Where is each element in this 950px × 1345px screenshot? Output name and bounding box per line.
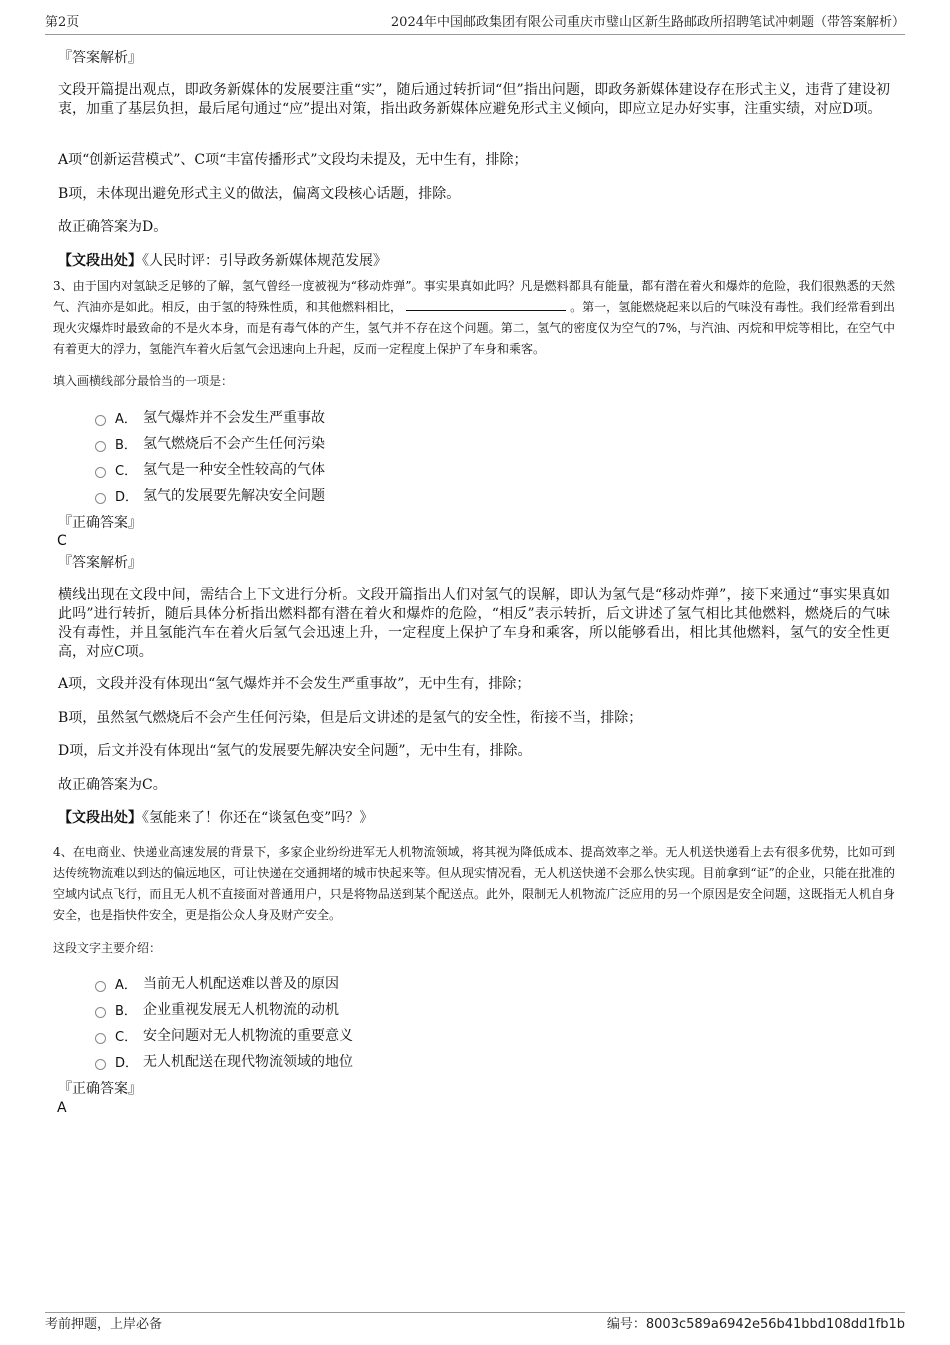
- q4-option-a[interactable]: [95, 970, 353, 996]
- document-title: 2024年中国邮政集团有限公司重庆市璧山区新生路邮政所招聘笔试冲刺题（带答案解析）: [390, 15, 905, 30]
- q3-option-b[interactable]: [95, 430, 325, 456]
- q3-source: [58, 809, 890, 827]
- radio-icon[interactable]: [95, 1007, 106, 1018]
- option-text: 氢气的发展要先解决安全问题: [143, 488, 325, 504]
- q3-prompt: 填入画横线部分最恰当的一项是：: [53, 374, 234, 388]
- q3-source-title: 《氢能来了！你还在“谈氢色变”吗？》: [142, 810, 374, 826]
- q3-note-d: D项，后文并没有体现出“氢气的发展要先解决安全问题”，无中生有，排除。: [58, 743, 532, 759]
- q2-source: [58, 252, 890, 270]
- option-key: D．: [115, 489, 139, 505]
- q3-note-a: A项，文段并没有体现出“氢气爆炸并不会发生严重事故”，无中生有，排除；: [58, 676, 531, 692]
- q2-source-label: 【文段出处】: [58, 253, 142, 269]
- q2-analysis-text: 文段开篇提出观点，即政务新媒体的发展要注重“实”，随后通过转折词“但”指出问题，即政务新媒体建设存在形式主义，违背了建设初衷，加重了基层负担，最后尾句通过“应”提出对策，指出政务新媒体应避免形式主义倾向，即应立足办好实事，注重实绩，对应D项。: [58, 82, 890, 117]
- serial-label: 编号：: [606, 1317, 646, 1332]
- page-number: 第2页: [45, 15, 80, 30]
- footer-serial: [607, 1315, 905, 1335]
- option-key: D．: [115, 1055, 139, 1071]
- q3-option-d[interactable]: [95, 482, 325, 508]
- q3-answer-label: 『正确答案』: [58, 515, 142, 531]
- q3-stem-part1: 3、由于国内对氢缺乏足够的了解，氢气曾经一度被视为“移动炸弹”。事实果真如此吗？凡是燃料都具有能量，都有潜在着火和爆炸的危险，我们很熟悉的天然气、汽油亦是如此。相反，由于氢的特殊性质，和其他燃料相比，: [53, 279, 895, 314]
- q3-options: [95, 404, 325, 508]
- radio-icon[interactable]: [95, 467, 106, 478]
- q3-option-a[interactable]: [95, 404, 325, 430]
- footer-slogan: 考前押题，上岸必备: [45, 1317, 163, 1332]
- q3-analysis-label: 『答案解析』: [58, 555, 142, 571]
- q4-option-b[interactable]: [95, 996, 353, 1022]
- radio-icon[interactable]: [95, 981, 106, 992]
- option-key: C．: [115, 1029, 138, 1045]
- page-footer: [45, 1312, 905, 1337]
- q4-options: [95, 970, 353, 1074]
- q4-option-d[interactable]: [95, 1048, 353, 1074]
- q3-option-c[interactable]: [95, 456, 325, 482]
- radio-icon[interactable]: [95, 1033, 106, 1044]
- q4-stem: 4、在电商业、快递业高速发展的背景下，多家企业纷纷进军无人机物流领域，将其视为降低成本、提高效率之举。无人机送快递看上去有很多优势，比如可到达传统物流难以到达的偏远地区，可让快递在交通拥堵的城市快起来等。但从现实情况看，无人机送快递不会那么快实现。目前拿到“证”的企业，只能在批准的空域内试点飞行，而且无人机不直接面对普通用户，只是将物品送到某个配送点。此外，限制无人机物流广泛应用的另一个原因是安全问题，这既指无人机自身安全，也是指快件安全，更是指公众人身及财产安全。: [53, 845, 895, 922]
- option-key: B．: [115, 437, 137, 453]
- q4-prompt: 这段文字主要介绍：: [53, 941, 162, 955]
- q2-note-ac: A项“创新运营模式”、C项“丰富传播形式”文段均未提及，无中生有，排除；: [58, 152, 528, 168]
- radio-icon[interactable]: [95, 415, 106, 426]
- q3-conclusion: 故正确答案为C。: [58, 777, 167, 793]
- option-text: 氢气爆炸并不会发生严重事故: [143, 410, 325, 426]
- q3-fill-blank: [406, 298, 566, 311]
- option-key: C．: [115, 463, 138, 479]
- serial-code: 8003c589a6942e56b41bbd108dd1fb1b: [645, 1317, 905, 1332]
- option-key: A．: [115, 977, 137, 993]
- q3-answer-value: C: [57, 533, 67, 549]
- q4-answer-label: 『正确答案』: [58, 1081, 142, 1097]
- option-text: 当前无人机配送难以普及的原因: [143, 976, 339, 992]
- q2-analysis-label: 『答案解析』: [58, 50, 142, 66]
- q3-source-label: 【文段出处】: [58, 810, 142, 826]
- option-key: B．: [115, 1003, 137, 1019]
- q2-conclusion: 故正确答案为D。: [58, 219, 168, 235]
- q2-source-title: 《人民时评：引导政务新媒体规范发展》: [142, 253, 387, 269]
- q4-answer-value: A: [57, 1100, 67, 1116]
- q2-note-b: B项，未体现出避免形式主义的做法，偏离文段核心话题，排除。: [58, 186, 461, 202]
- option-text: 氢气是一种安全性较高的气体: [143, 462, 325, 478]
- q3-analysis-text: 横线出现在文段中间，需结合上下文进行分析。文段开篇指出人们对氢气的误解，即认为氢气是“移动炸弹”，接下来通过“事实果真如此吗”进行转折，随后具体分析指出燃料都有潜在着火和爆炸的危险，“相反”表示转折，后文讲述了氢气相比其他燃料，燃烧后的气味没有毒性，并且氢能汽车在着火后氢气会迅速上升，一定程度上保护了车身和乘客，所以能够看出，相比其他燃料，氢气的安全性更高，对应C项。: [58, 587, 890, 660]
- option-text: 无人机配送在现代物流领域的地位: [143, 1054, 353, 1070]
- radio-icon[interactable]: [95, 493, 106, 504]
- option-text: 企业重视发展无人机物流的动机: [143, 1002, 339, 1018]
- q4-option-c[interactable]: [95, 1022, 353, 1048]
- q3-stem-part2: 。第一，氢能燃烧起来以后的气味没有毒性。我们经常看到出现火灾爆炸时最致命的不是火本身，而是有毒气体的产生，氢气并不存在这个问题。第二，氢气的密度仅为空气的7%，与汽油、丙烷和甲烷等相比，在空气中有着更大的浮力，氢能汽车着火后氢气会迅速向上升起，反而一定程度上保护了车身和乘客。: [53, 300, 895, 356]
- q3-note-b: B项，虽然氢气燃烧后不会产生任何污染，但是后文讲述的是氢气的安全性，衔接不当，排除；: [58, 710, 643, 726]
- option-key: A．: [115, 411, 137, 427]
- q3-stem: [53, 276, 895, 360]
- radio-icon[interactable]: [95, 1059, 106, 1070]
- option-text: 氢气燃烧后不会产生任何污染: [143, 436, 325, 452]
- option-text: 安全问题对无人机物流的重要意义: [143, 1028, 353, 1044]
- radio-icon[interactable]: [95, 441, 106, 452]
- page-header: [45, 14, 905, 35]
